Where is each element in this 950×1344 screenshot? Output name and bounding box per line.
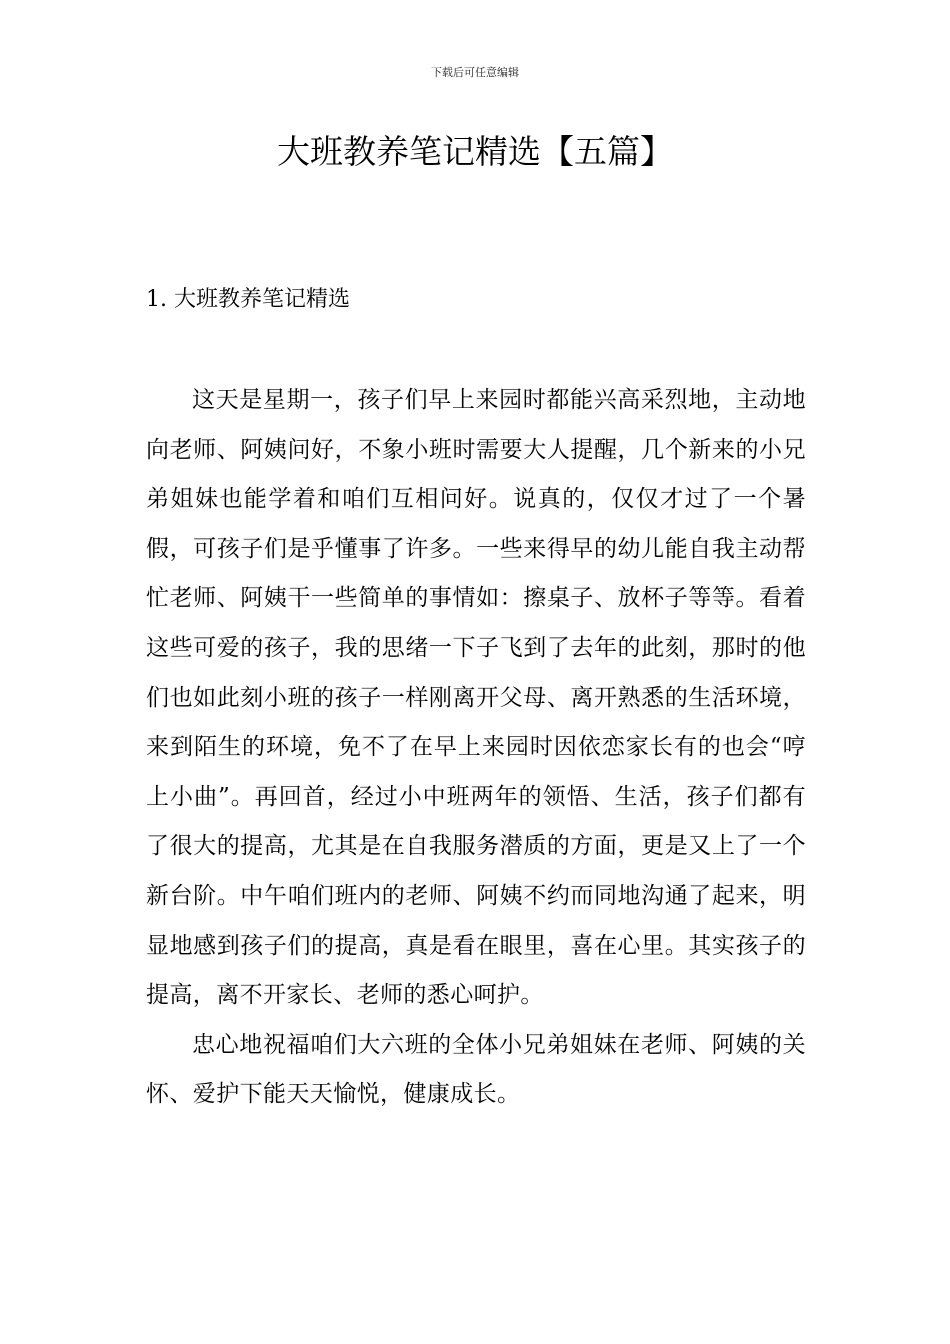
paragraph: 忠心地祝福咱们大六班的全体小兄弟姐妹在老师、阿姨的关怀、爱护下能天天愉悦，健康成长。	[146, 1031, 806, 1108]
document-title: 大班教养笔记精选【五篇】	[277, 132, 673, 171]
header-note: 下载后可任意编辑	[431, 66, 519, 79]
section-body	[146, 376, 806, 1120]
paragraph: 这天是星期一，孩子们早上来园时都能兴高采烈地，主动地向老师、阿姨问好，不象小班时需要大人提醒，几个新来的小兄弟姐妹也能学着和咱们互相问好。说真的，仅仅才过了一个暑假，可孩子们是乎懂事了许多。一些来得早的幼儿能自我主动帮忙老师、阿姨干一些简单的事情如：擦桌子、放杯子等等。看着这些可爱的孩子，我的思绪一下子飞到了去年的此刻，那时的他们也如此刻小班的孩子一样刚离开父母、离开熟悉的生活环境，来到陌生的环境，免不了在早上来园时因依恋家长有的也会“哼上小曲”。再回首，经过小中班两年的领悟、生活，孩子们都有了很大的提高，尤其是在自我服务潜质的方面，更是又上了一个新台阶。中午咱们班内的老师、阿姨不约而同地沟通了起来，明显地感到孩子们的提高，真是看在眼里，喜在心里。其实孩子的提高，离不开家长、老师的悉心呵护。	[146, 387, 806, 1009]
section-heading: 1. 大班教养笔记精选	[146, 287, 350, 312]
